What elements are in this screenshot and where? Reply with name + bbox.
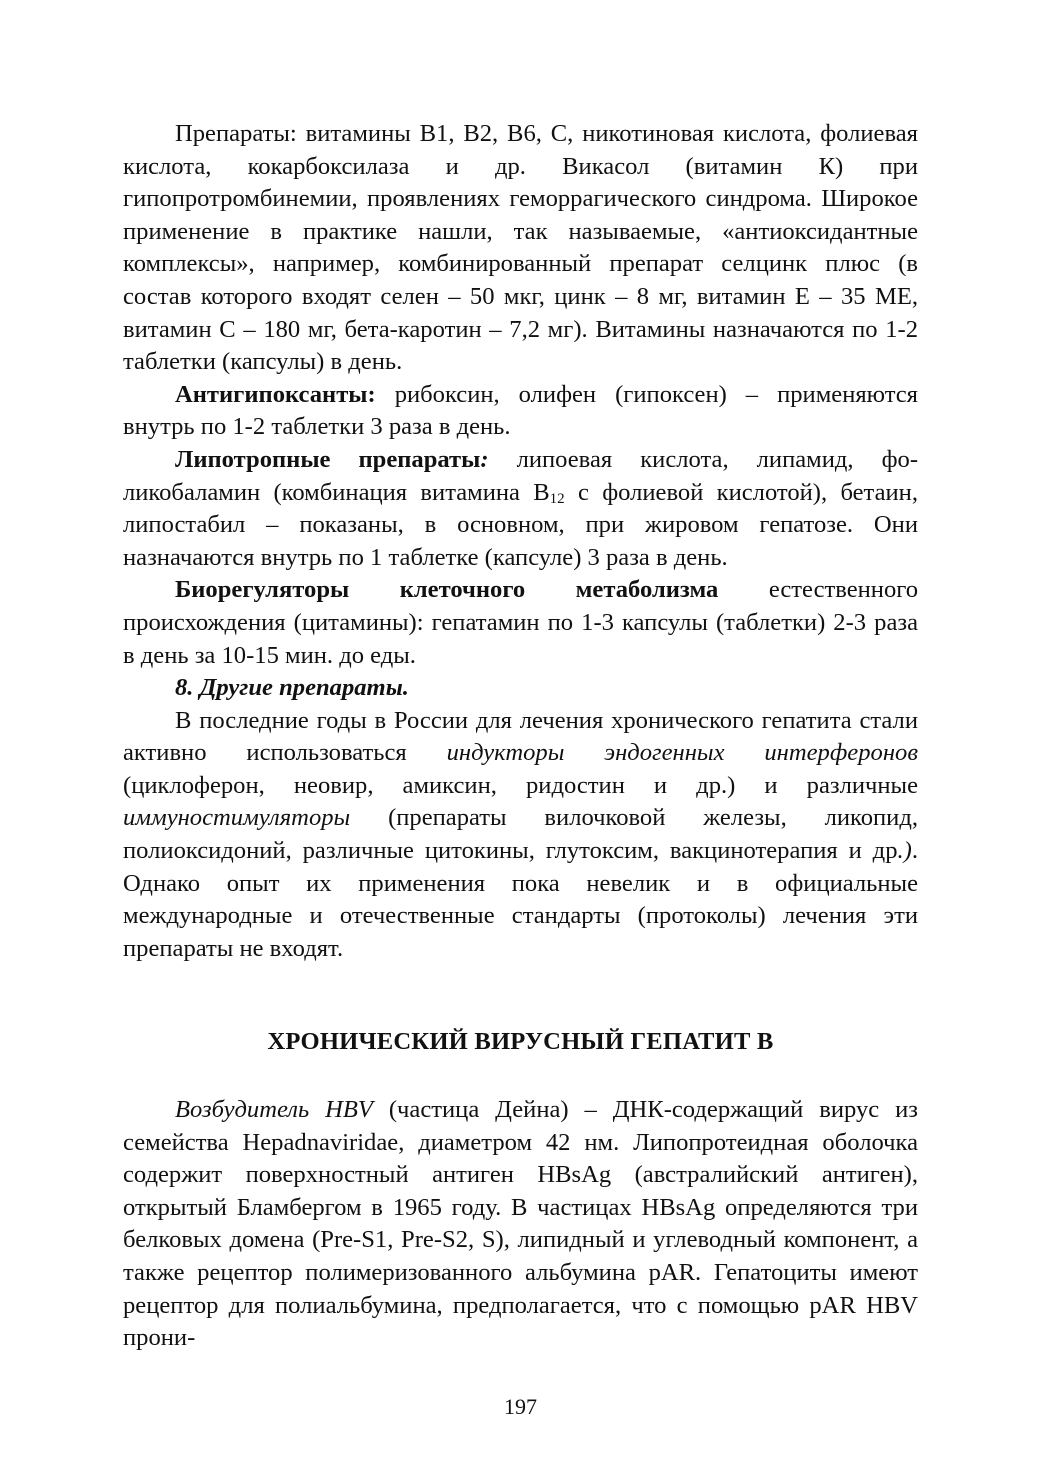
page-body <box>123 118 918 965</box>
term-bioregulators: Биорегуляторы клеточного метаболизма <box>175 576 719 604</box>
paragraph-lipotropic-text-b: с фолиевой кислотой), бетаин, липостабил – показаны, в основном, при жировом гепатозе. Они назначаются внутрь по 1 таблетке (капсуле) 3 раза в день. <box>123 478 918 571</box>
term-lipotropic: Липотропные препараты <box>175 445 481 473</box>
term-lipotropic-colon: : <box>480 445 489 473</box>
paragraph-vitamins-text: Препараты: витамины В1, В2, В6, С, никотиновая кислота, фолиевая кислота, кокарбоксилаза и др. Викасол (витамин К) при гипопротромбинемии, проявлениях геморрагического синдрома. Широкое применение в практике нашли, так называемые, «антиоксидантные комплексы», например, комбинированный препарат селцинк плюс (в состав которого входят селен – 50 мкг, цинк – 8 мг, витамин Е – 35 МЕ, витамин С – 180 мг, бета-каротин – 7,2 мг). Витамины назначаются по 1-2 таблетки (капсулы) в день. <box>123 120 918 376</box>
paragraph-other-drugs-b: (циклоферон, неовир, амиксин, ридостин и др.) и различные <box>123 771 918 799</box>
paragraph-antihypoxants <box>123 379 918 444</box>
section-title: ХРОНИЧЕСКИЙ ВИРУСНЫЙ ГЕПАТИТ В <box>267 1028 774 1055</box>
subscript-12: 12 <box>549 490 565 507</box>
page-number: 197 <box>504 1394 537 1419</box>
paragraph-other-drugs-d: . Однако опыт их применения пока невелик и в официальные международные и отечественные стандарты (протоколы) лечения эти препараты не входят. <box>123 837 918 962</box>
section-hbv-body <box>123 1094 918 1355</box>
term-immunostimulators: иммуностимуляторы <box>123 804 351 832</box>
paragraph-lipotropic <box>123 444 918 574</box>
paragraph-lipotropic-text-a: липоевая кислота, липамид, фоликобаламин (комбинация витамина В <box>123 445 919 506</box>
paragraph-hbv-pathogen <box>123 1094 918 1355</box>
paragraph-bioregulators <box>123 574 918 672</box>
paragraph-vitamins <box>123 118 918 379</box>
paragraph-other-drugs-italic-punct: .) <box>897 837 912 865</box>
subheading-other-drugs <box>123 672 918 705</box>
paragraph-other-drugs <box>123 705 918 966</box>
term-interferon-inducers: индукторы эндогенных интерферонов <box>446 739 918 767</box>
paragraph-other-drugs-a: В последние годы в России для лечения хронического гепатита стали активно использоваться <box>123 706 918 767</box>
paragraph-other-drugs-c: (препараты вилочковой железы, ликопид, полиоксидоний, различные цитокины, глутоксим, вакцинотерапия и др <box>123 804 918 865</box>
term-antihypoxants: Антигипоксанты: <box>175 380 376 408</box>
paragraph-antihypoxants-text: рибоксин, олифен (гипоксен) – применяются внутрь по 1-2 таблетки 3 раза в день. <box>123 380 918 441</box>
term-hbv-pathogen: Возбудитель HBV <box>175 1096 373 1123</box>
paragraph-bioregulators-text: естественного происхождения (цитамины): гепатамин по 1-3 капсулы (таблетки) 2-3 раза в день за 10-15 мин. до еды. <box>123 576 919 669</box>
paragraph-hbv-pathogen-text: (частица Дейна) – ДНК-содержащий вирус из семейства Hepadnaviridae, диаметром 42 нм. Липопротеидная оболочка содержит поверхностный антиген HBsAg (австралийский антиген), открытый Бламбергом в 1965 году. В частицах HBsAg определяются три белковых домена (Pre-S1, Pre-S2, S), липидный и углеводный компонент, а также рецептор полимеризованного альбумина pAR. Гепатоциты имеют рецептор для полиальбумина, предполагается, что с помощью pAR HBV прони- <box>123 1096 918 1352</box>
subheading-other-drugs-text: 8. Другие препараты. <box>175 674 409 702</box>
